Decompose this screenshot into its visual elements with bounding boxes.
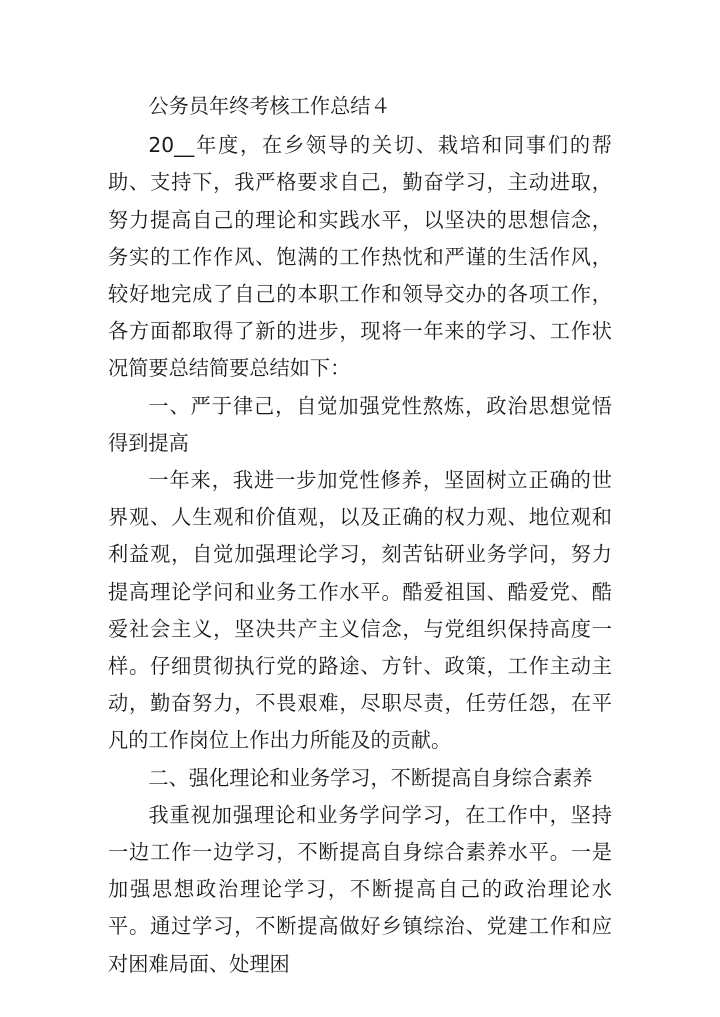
- paragraph-section-2: 我重视加强理论和业务学问学习，在工作中，坚持一边工作一边学习，不断提高自身综合素养水平。一是加强思想政治理论学习，不断提高自己的政治理论水平。通过学习，不断提高做好乡镇综治、党建工作和应对困难局面、处理困: [108, 802, 612, 976]
- paragraph-intro: 20__年度，在乡领导的关切、栽培和同事们的帮助、支持下，我严格要求自己，勤奋学习，主动进取，努力提高自己的理论和实践水平，以坚决的思想信念，务实的工作作风、饱满的工作热忱和严谨的生活作风，较好地完成了自己的本职工作和领导交办的各项工作，各方面都取得了新的进步，现将一年来的学习、工作状况简要总结简要总结如下：: [108, 133, 612, 381]
- document-body: [108, 88, 612, 983]
- document-title: 公务员年终考核工作总结４: [148, 94, 391, 118]
- paragraph-section-1: 一年来，我进一步加党性修养，坚固树立正确的世界观、人生观和价值观，以及正确的权力观、地位观和利益观，自觉加强理论学习，刻苦钻研业务学问，努力提高理论学问和业务工作水平。酷爱祖国、酷爱党、酷爱社会主义，坚决共产主义信念，与党组织保持高度一样。仔细贯彻执行党的路途、方针、政策，工作主动主动，勤奋努力，不畏艰难，尽职尽责，任劳任怨，在平凡的工作岗位上作出力所能及的贡献。: [108, 468, 612, 753]
- section-heading-2: 二、强化理论和业务学习，不断提高自身综合素养: [148, 765, 593, 790]
- section-heading-1: 一、严于律己，自觉加强党性熬炼，政治思想觉悟得到提高: [108, 393, 612, 455]
